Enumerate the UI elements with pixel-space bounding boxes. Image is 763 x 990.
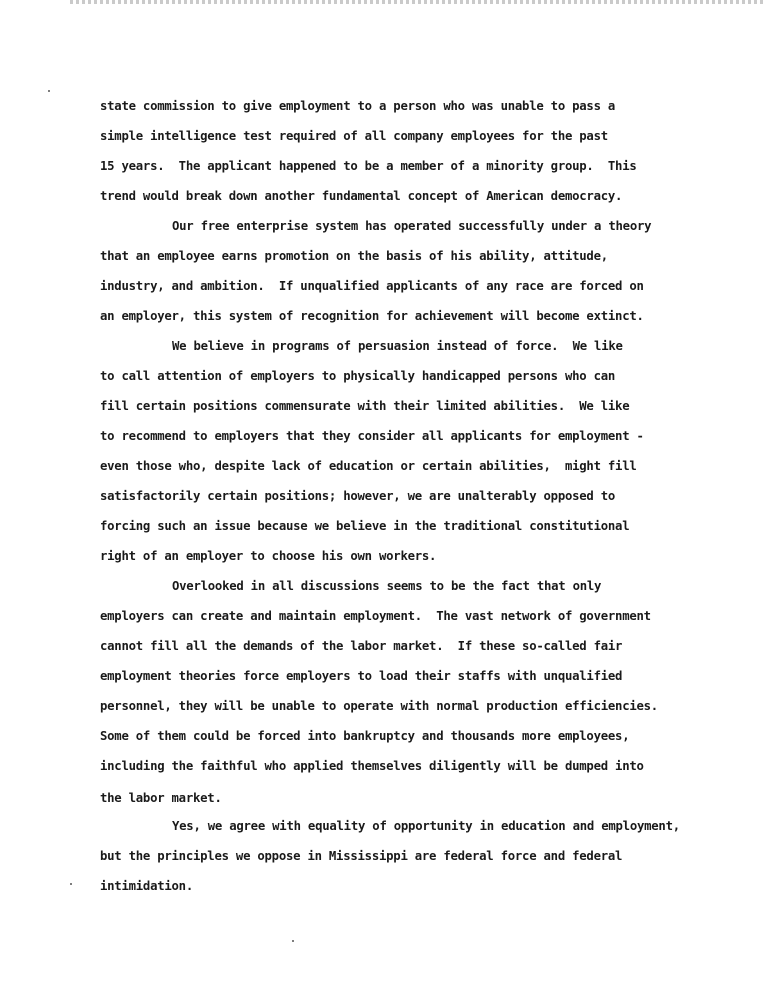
text-line: Yes, we agree with equality of opportunity in education and employment, [172,819,680,833]
text-line: even those who, despite lack of education or certain abilities, might fill [100,459,637,473]
text-line: but the principles we oppose in Mississippi are federal force and federal [100,849,623,863]
text-line: Some of them could be forced into bankruptcy and thousands more employees, [100,729,630,743]
text-line: an employer, this system of recognition for achievement will become extinct. [100,309,644,323]
text-line: Our free enterprise system has operated successfully under a theory [172,219,652,233]
text-line: simple intelligence test required of all company employees for the past [100,129,608,143]
text-line: that an employee earns promotion on the basis of his ability, attitude, [100,249,608,263]
text-line: including the faithful who applied themselves diligently will be dumped into [100,759,644,773]
text-line: intimidation. [100,879,193,893]
text-line: to call attention of employers to physically handicapped persons who can [100,369,616,383]
text-line: Overlooked in all discussions seems to be the fact that only [172,579,602,593]
text-line: to recommend to employers that they consider all applicants for employment - [100,429,644,443]
text-line: cannot fill all the demands of the labor market. If these so-called fair [100,639,623,653]
text-line: employment theories force employers to load their staffs with unqualified [100,669,623,683]
text-line: trend would break down another fundamental concept of American democracy. [100,189,623,203]
text-line: industry, and ambition. If unqualified applicants of any race are forced on [100,279,644,293]
text-line: state commission to give employment to a person who was unable to pass a [100,99,616,113]
text-line: forcing such an issue because we believe in the traditional constitutional [100,519,630,533]
text-line: satisfactorily certain positions; however, we are unalterably opposed to [100,489,616,503]
text-line: fill certain positions commensurate with their limited abilities. We like [100,399,630,413]
text-line: right of an employer to choose his own workers. [100,549,437,563]
text-line: We believe in programs of persuasion instead of force. We like [172,339,623,353]
text-line: personnel, they will be unable to operate with normal production efficiencies. [100,699,658,713]
text-line: 15 years. The applicant happened to be a member of a minority group. This [100,159,637,173]
text-line: the labor market. [100,791,222,805]
text-line: employers can create and maintain employment. The vast network of government [100,609,651,623]
